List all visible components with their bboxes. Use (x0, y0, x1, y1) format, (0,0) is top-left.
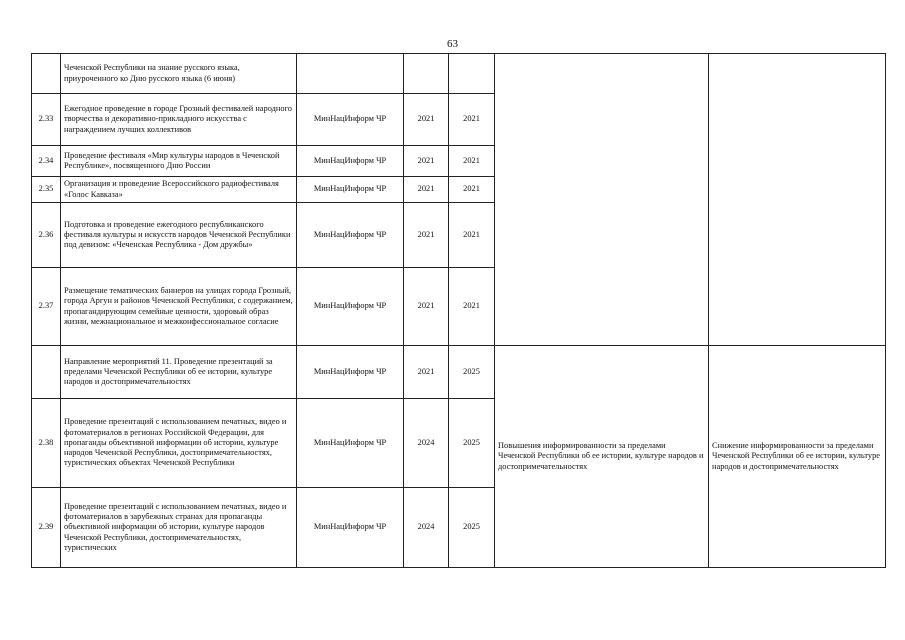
program-table (31, 53, 886, 568)
end-year: 2021 (449, 94, 495, 146)
executor-cell: МинНацИнформ ЧР (297, 268, 404, 346)
row-number: 2.36 (32, 203, 61, 268)
activity-text: Подготовка и проведение ежегодного республиканского фестиваля культуры и искусств народов Чеченской Республики под девизом: «Чеченская Республика - Дом дружбы» (61, 203, 297, 268)
end-year: 2021 (449, 177, 495, 203)
row-number: 2.38 (32, 399, 61, 488)
activity-text: Проведение презентаций с использованием печатных, видео и фотоматериалов в зарубежных странах для пропаганды объективной информации об истории, культуре народов Чеченской Республики, достопримечательностях, туристических (61, 488, 297, 568)
executor-cell: МинНацИнформ ЧР (297, 346, 404, 399)
table-row (32, 54, 886, 94)
activity-text: Чеченской Республики на знание русского языка, приуроченного ко Дню русского языка (6 июня) (61, 54, 297, 94)
row-number: 2.35 (32, 177, 61, 203)
activity-text: Размещение тематических баннеров на улицах города Грозный, города Аргун и районов Чеченской Республики, с содержанием, пропагандирующим семейные ценности, здоровый образ жизни, межнациональное и межконфессиональное согласие (61, 268, 297, 346)
row-number: 2.33 (32, 94, 61, 146)
start-year: 2024 (404, 399, 449, 488)
activity-text: Направление мероприятий 11. Проведение презентаций за пределами Чеченской Республики об ее истории, культуре народов и достопримечательностях (61, 346, 297, 399)
row-number: 2.37 (32, 268, 61, 346)
start-year: 2021 (404, 268, 449, 346)
end-year: 2021 (449, 203, 495, 268)
executor-cell: МинНацИнформ ЧР (297, 146, 404, 177)
page-number: 63 (447, 38, 458, 50)
expected-result: Повышения информированности за пределами Чеченской Республики об ее истории, культуре народов и достопримечательностях (495, 346, 709, 568)
risk-cell-empty (709, 54, 886, 346)
activity-text: Проведение фестиваля «Мир культуры народов в Чеченской Республике», посвященного Дню России (61, 146, 297, 177)
end-year: 2025 (449, 399, 495, 488)
start-year: 2021 (404, 346, 449, 399)
risk-result: Снижение информированности за пределами Чеченской Республики об ее истории, культуре народов и достопримечательностях (709, 346, 886, 568)
start-year: 2021 (404, 203, 449, 268)
executor-cell: МинНацИнформ ЧР (297, 94, 404, 146)
start-year: 2021 (404, 146, 449, 177)
executor-cell: МинНацИнформ ЧР (297, 203, 404, 268)
row-number (32, 54, 61, 94)
start-year (404, 54, 449, 94)
activity-text: Ежегодное проведение в городе Грозный фестивалей народного творчества и декоративно-прикладного искусства с награждением лучших коллективов (61, 94, 297, 146)
result-cell-empty (495, 54, 709, 346)
executor-cell: МинНацИнформ ЧР (297, 488, 404, 568)
executor-cell: МинНацИнформ ЧР (297, 177, 404, 203)
activity-text: Проведение презентаций с использованием печатных, видео и фотоматериалов в регионах Российской Федерации, для пропаганды объективной информации об истории, культуре народов Чеченской Республики, достопримечательностях, туристических объектах Чеченской Республики (61, 399, 297, 488)
table-row (32, 346, 886, 399)
end-year: 2025 (449, 488, 495, 568)
row-number: 2.34 (32, 146, 61, 177)
start-year: 2021 (404, 94, 449, 146)
end-year: 2021 (449, 146, 495, 177)
end-year: 2021 (449, 268, 495, 346)
executor-cell: МинНацИнформ ЧР (297, 399, 404, 488)
row-number: 2.39 (32, 488, 61, 568)
row-number (32, 346, 61, 399)
executor-cell (297, 54, 404, 94)
activity-text: Организация и проведение Всероссийского радиофестиваля «Голос Кавказа» (61, 177, 297, 203)
end-year (449, 54, 495, 94)
start-year: 2021 (404, 177, 449, 203)
start-year: 2024 (404, 488, 449, 568)
end-year: 2025 (449, 346, 495, 399)
